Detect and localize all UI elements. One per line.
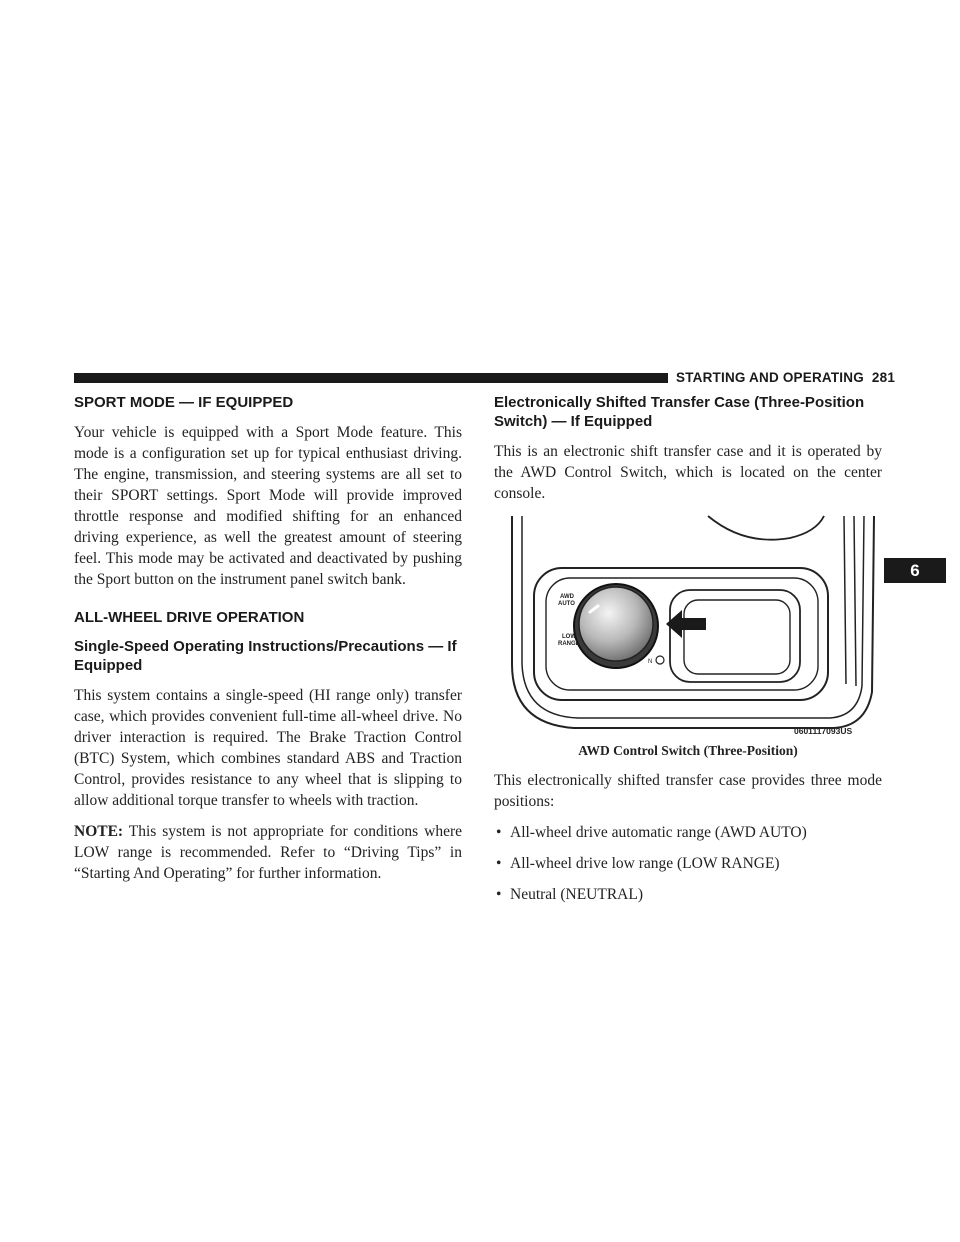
awd-switch-illustration <box>494 514 882 740</box>
chapter-tab[interactable]: 6 <box>884 558 946 583</box>
note-paragraph <box>74 821 462 884</box>
transfer-case-heading: Electronically Shifted Transfer Case (Three-Position Switch) — If Equipped <box>494 394 865 430</box>
page-number: 281 <box>871 370 896 385</box>
sport-mode-paragraph: Your vehicle is equipped with a Sport Mode feature. This mode is a configuration set up for typical enthusiast driving. The engine, transmission, and steering systems are all set to their SPORT settings. Sport Mode will provide improved throttle response and modified shifting for an enhanced driving experience, as well the greatest amount of steering feel. This mode may be activated and deactivated by pushing the Sport button on the instrument panel switch bank. <box>74 424 462 588</box>
section-title: STARTING AND OPERATING <box>676 370 864 385</box>
figure-code: 0601117093US <box>794 726 853 736</box>
note-text: This system is not appropriate for conditions where LOW range is recommended. Refer to “Driving Tips” in “Starting And Operating” for further information. <box>74 823 462 882</box>
single-speed-heading: Single-Speed Operating Instructions/Precautions — If Equipped <box>74 638 457 674</box>
svg-text:N: N <box>648 659 653 665</box>
modes-intro: This electronically shifted transfer case provides three mode positions: <box>494 772 882 810</box>
list-item: • All-wheel drive low range (LOW RANGE) <box>496 855 780 872</box>
label-low: LOW <box>562 634 576 640</box>
header-rule <box>74 373 668 383</box>
sport-mode-heading: SPORT MODE — IF EQUIPPED <box>74 394 294 411</box>
note-label: NOTE: <box>74 823 124 840</box>
label-auto: AUTO <box>558 601 575 607</box>
label-awd: AWD <box>560 594 574 600</box>
bullet-glyph: • <box>496 855 502 872</box>
mode-list <box>494 822 882 905</box>
bullet-glyph: • <box>496 824 502 841</box>
list-item: • All-wheel drive automatic range (AWD AUTO) <box>496 824 807 841</box>
single-speed-paragraph: This system contains a single-speed (HI range only) transfer case, which provides convenient full-time all-wheel drive. No driver interaction is required. The Brake Traction Control (BTC) System, which combines standard ABS and Traction Control, provides resistance to any wheel that is slipping to allow additional torque transfer to wheels with traction. <box>74 687 462 809</box>
label-range: RANGE <box>558 641 580 647</box>
figure-caption: AWD Control Switch (Three-Position) <box>578 743 798 758</box>
bullet-glyph: • <box>496 886 502 903</box>
left-column <box>74 393 462 894</box>
running-header <box>676 369 895 387</box>
awd-switch-figure <box>494 514 882 740</box>
awd-operation-heading: ALL-WHEEL DRIVE OPERATION <box>74 609 305 626</box>
neutral-indicator-icon <box>656 656 664 664</box>
list-item: • Neutral (NEUTRAL) <box>496 886 643 903</box>
transfer-case-paragraph: This is an electronic shift transfer case and it is operated by the AWD Control Switch, which is located on the center console. <box>494 443 882 502</box>
right-column <box>494 393 882 915</box>
